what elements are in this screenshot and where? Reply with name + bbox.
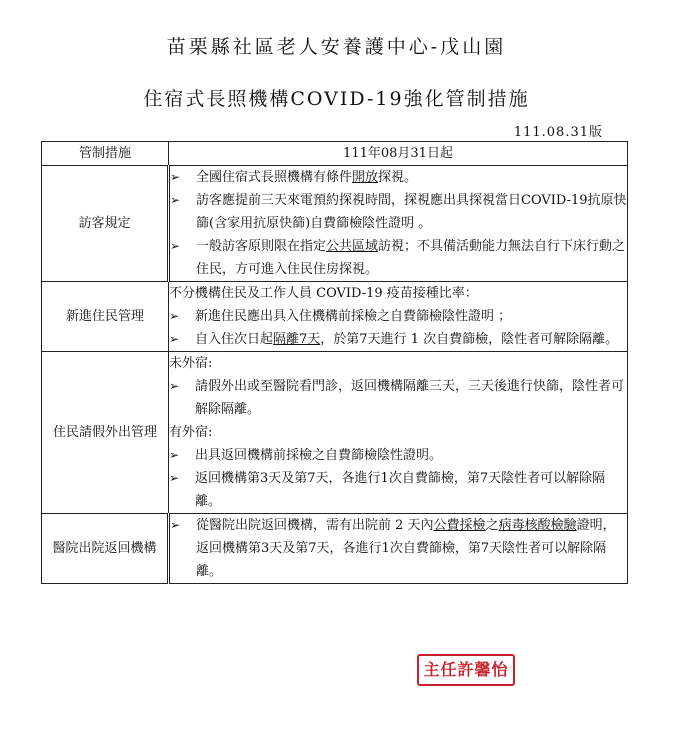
arrowhead-bullet-icon: ➢ bbox=[169, 379, 180, 393]
item-text: 請假外出或至醫院看門診，返回機構隔離三天，三天後進行快篩，陰性者可解除隔離。 bbox=[195, 379, 625, 417]
org-title: 苗栗縣社區老人安養護中心-戊山園 bbox=[166, 36, 507, 58]
group-label: 有外宿: bbox=[169, 425, 213, 440]
arrowhead-bullet-icon: ➢ bbox=[170, 518, 181, 532]
director-seal-stamp: 主任許馨怡 bbox=[417, 654, 515, 686]
list-item bbox=[169, 444, 627, 467]
table-row bbox=[42, 166, 628, 282]
arrowhead-bullet-icon: ➢ bbox=[170, 170, 181, 184]
row-content bbox=[169, 282, 628, 352]
row-category: 住民請假外出管理 bbox=[42, 352, 169, 514]
arrowhead-bullet-icon: ➢ bbox=[169, 309, 180, 323]
arrowhead-bullet-icon: ➢ bbox=[170, 193, 181, 207]
arrowhead-bullet-icon: ➢ bbox=[169, 471, 180, 485]
page-title: 住宿式長照機構COVID-19強化管制措施 bbox=[143, 88, 530, 110]
row-category: 新進住民管理 bbox=[42, 282, 169, 352]
item-text: 訪客應提前三天來電預約探視時間，探視應出具探視當日COVID-19抗原快篩(含家用抗原快篩)自費篩檢陰性證明 。 bbox=[196, 193, 627, 231]
header-date: 111年08月31日起 bbox=[169, 142, 628, 166]
table-header-row bbox=[42, 142, 628, 166]
list-item bbox=[170, 235, 627, 281]
item-text: 返回機構第3天及第7天，各進行1次自費篩檢，第7天陰性者可以解除隔離。 bbox=[195, 471, 606, 509]
row-category: 訪客規定 bbox=[42, 166, 169, 282]
item-text: 一般訪客原則限在指定公共區域訪視；不具備活動能力無法自行下床行動之住民，方可進入住民住房探視。 bbox=[196, 239, 626, 277]
item-text: 新進住民應出具入住機構前採檢之自費篩檢陰性證明 ； bbox=[195, 309, 512, 324]
row-lead-text: 不分機構住民及工作人員 COVID-19 疫苗接種比率： bbox=[169, 286, 478, 301]
item-text: 自入住次日起隔離7天，於第7天進行 1 次自費篩檢，陰性者可解除隔離。 bbox=[195, 332, 619, 347]
arrowhead-bullet-icon: ➢ bbox=[169, 448, 180, 462]
table-row bbox=[42, 282, 628, 352]
arrowhead-bullet-icon: ➢ bbox=[170, 239, 181, 253]
row-category: 醫院出院返回機構 bbox=[42, 514, 169, 584]
version-label: 111.08.31版 bbox=[513, 125, 603, 140]
list-item bbox=[170, 189, 627, 235]
list-item bbox=[169, 375, 627, 421]
group-label: 未外宿: bbox=[169, 356, 213, 371]
table-row bbox=[42, 352, 628, 514]
list-item bbox=[169, 328, 627, 351]
list-item bbox=[170, 166, 627, 189]
row-content bbox=[169, 514, 628, 584]
header-measure: 管制措施 bbox=[42, 142, 169, 166]
row-content bbox=[169, 352, 628, 514]
item-text: 出具返回機構前採檢之自費篩檢陰性證明。 bbox=[195, 448, 443, 463]
item-text: 全國住宿式長照機構有條件開放探視。 bbox=[196, 170, 418, 185]
measures-table bbox=[41, 141, 628, 584]
list-item bbox=[170, 514, 627, 583]
item-text: 從醫院出院返回機構，需有出院前 2 天內公費採檢之病毒核酸檢驗證明，返回機構第3天及第7天，各進行1次自費篩檢，第7天陰性者可以解除隔離。 bbox=[196, 518, 616, 579]
arrowhead-bullet-icon: ➢ bbox=[169, 332, 180, 346]
table-row bbox=[42, 514, 628, 584]
list-item bbox=[169, 305, 627, 328]
row-content bbox=[169, 166, 628, 282]
list-item bbox=[169, 467, 627, 513]
